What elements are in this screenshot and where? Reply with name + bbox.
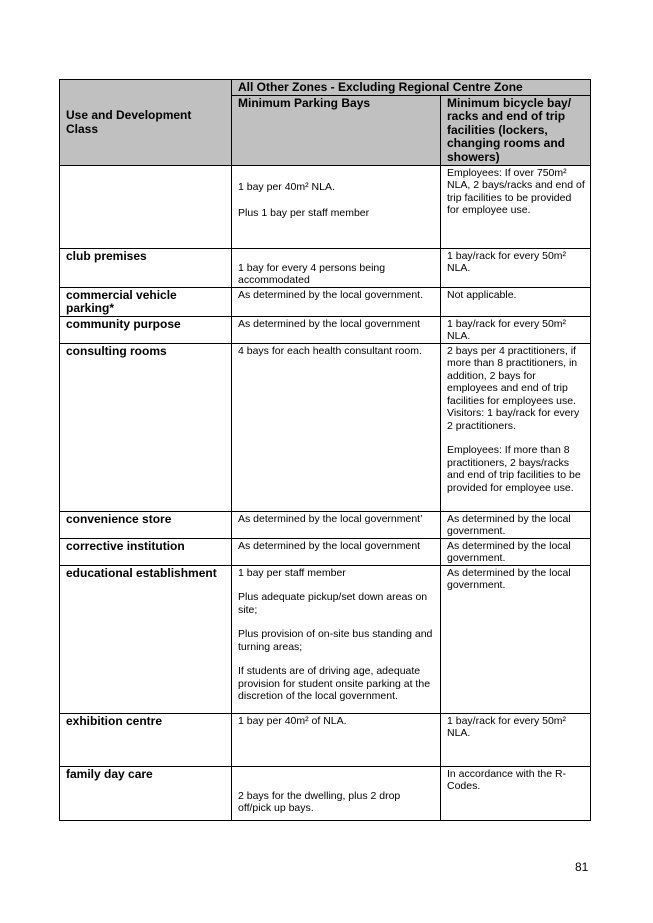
table-row <box>60 511 591 538</box>
table-row <box>60 165 591 248</box>
bicycle-cell: As determined by the local government. <box>441 511 591 538</box>
parking-cell: As determined by the local government <box>232 316 441 343</box>
use-class-header: Use and Development Class <box>60 80 232 166</box>
bicycle-cell: 1 bay/rack for every 50m² NLA. <box>441 713 591 766</box>
bicycle-text: 2 bays per 4 practitioners, if more than 8 practitioners, in addition, 2 bays for employees and end of trip facilities for employees use. Visitors: 1 bay/rack for every 2 practitioners. <box>447 344 580 432</box>
bicycle-cell: As determined by the local government. <box>441 565 591 713</box>
bicycle-cell <box>441 248 591 287</box>
parking-text: Plus provision of on-site bus standing and turning areas; <box>238 628 433 653</box>
bicycle-column-header: Minimum bicycle bay/ racks and end of trip facilities (lockers, changing rooms and showers) <box>441 95 591 165</box>
parking-text: Plus 1 bay per staff member <box>238 207 370 219</box>
use-cell: educational establishment <box>60 565 232 713</box>
parking-cell: 1 bay per 40m² of NLA. <box>232 713 441 766</box>
parking-cell: As determined by the local government’ <box>232 511 441 538</box>
bicycle-cell: As determined by the local government. <box>441 538 591 565</box>
use-cell: exhibition centre <box>60 713 232 766</box>
parking-cell <box>232 248 441 287</box>
use-cell: family day care <box>60 766 232 820</box>
bicycle-cell <box>441 165 591 248</box>
table-row <box>60 713 591 766</box>
table-row <box>60 343 591 511</box>
table-row <box>60 766 591 820</box>
use-cell <box>60 165 232 248</box>
parking-requirements-table <box>59 79 591 821</box>
bicycle-text: 1 bay/rack for every 50m² NLA. <box>447 249 567 274</box>
table-row <box>60 316 591 343</box>
use-cell: commercial vehicle parking* <box>60 287 232 316</box>
parking-text: 1 bay per 40m² NLA. <box>238 180 335 193</box>
use-cell: community purpose <box>60 316 232 343</box>
zone-header: All Other Zones - Excluding Regional Centre Zone <box>232 80 591 96</box>
parking-cell: As determined by the local government <box>232 538 441 565</box>
page-number: 81 <box>575 860 589 874</box>
use-cell: club premises <box>60 248 232 287</box>
bicycle-text: Employees: If over 750m² NLA, 2 bays/racks and end of trip facilities to be provided for employee use. <box>447 166 585 216</box>
table-row <box>60 287 591 316</box>
use-cell: corrective institution <box>60 538 232 565</box>
bicycle-text: Employees: If more than 8 practitioners, 2 bays/racks and end of trip facilities to be provided for employee use. <box>447 444 581 494</box>
bicycle-cell <box>441 343 591 511</box>
parking-text: If students are of driving age, adequate provision for student onsite parking at the discretion of the local government. <box>238 665 431 702</box>
parking-cell <box>232 165 441 248</box>
parking-cell: 4 bays for each health consultant room. <box>232 343 441 511</box>
parking-cell <box>232 565 441 713</box>
parking-text: 1 bay for every 4 persons being accommodated <box>238 261 386 286</box>
parking-text: 1 bay per staff member <box>238 566 346 579</box>
table-row <box>60 538 591 565</box>
parking-text: 2 bays for the dwelling, plus 2 drop off/pick up bays. <box>238 789 401 814</box>
bicycle-cell: 1 bay/rack for every 50m² NLA. <box>441 316 591 343</box>
parking-text: Plus adequate pickup/set down areas on site; <box>238 591 428 616</box>
use-cell: convenience store <box>60 511 232 538</box>
parking-cell <box>232 766 441 820</box>
bicycle-cell: Not applicable. <box>441 287 591 316</box>
table-row <box>60 248 591 287</box>
parking-column-header: Minimum Parking Bays <box>232 95 441 165</box>
bicycle-cell: In accordance with the R-Codes. <box>441 766 591 820</box>
parking-cell: As determined by the local government. <box>232 287 441 316</box>
table-row <box>60 565 591 713</box>
use-cell: consulting rooms <box>60 343 232 511</box>
